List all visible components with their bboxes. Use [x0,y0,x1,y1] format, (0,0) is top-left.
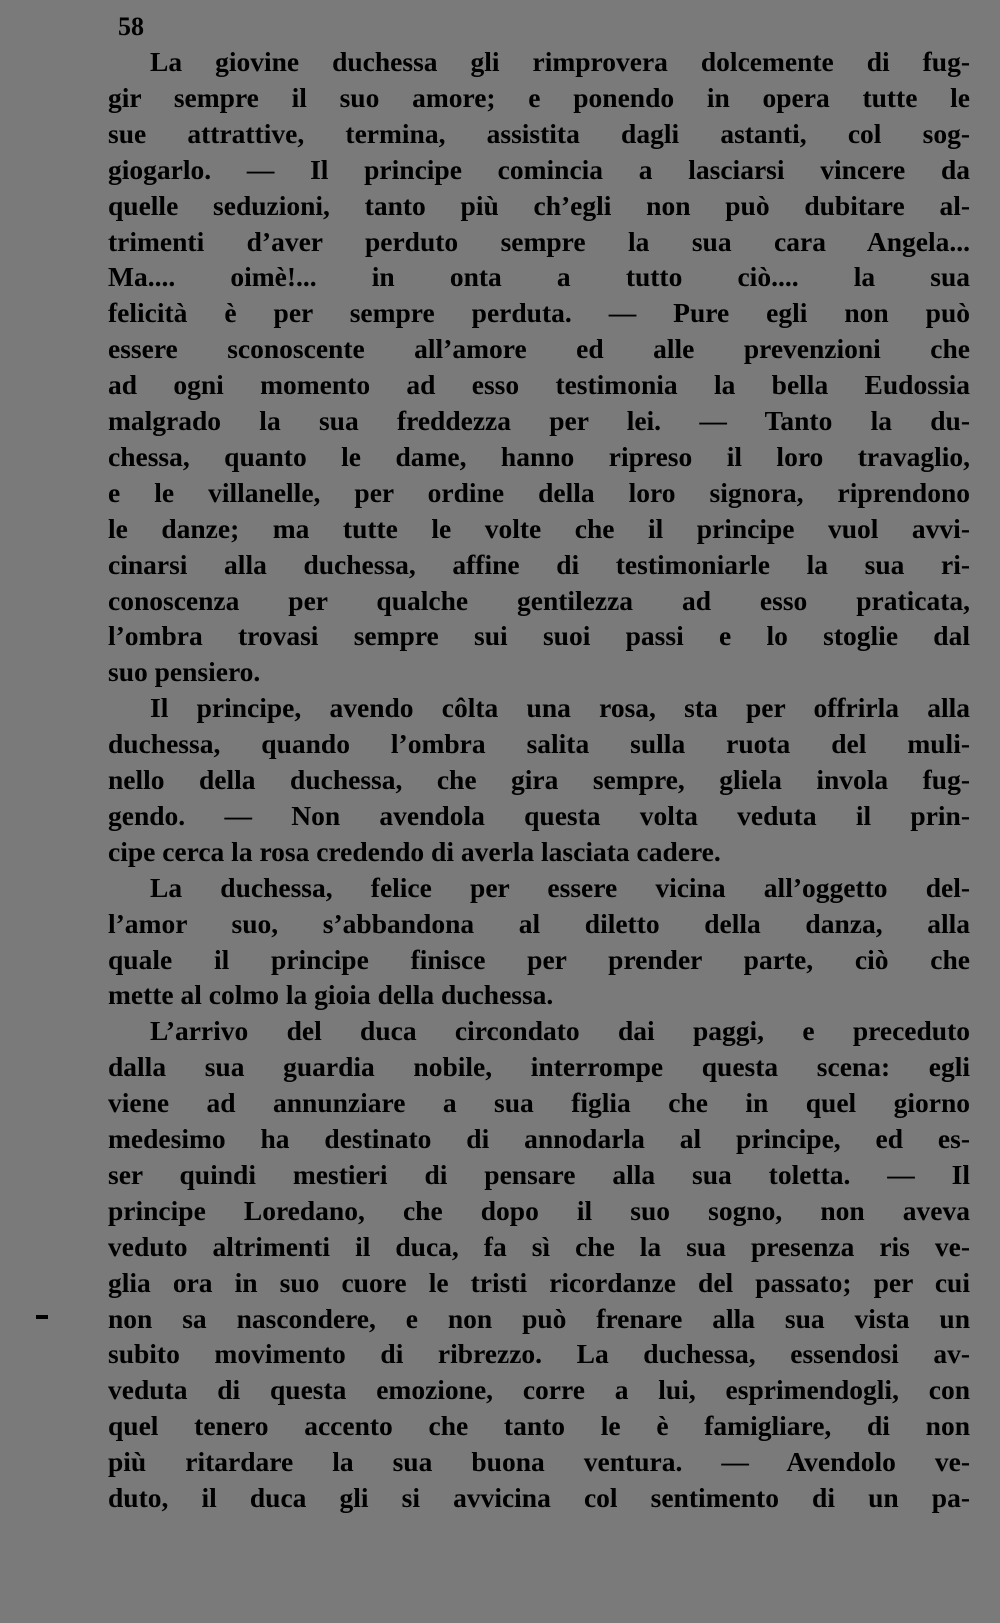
text-line: nello della duchessa, che gira sempre, gliela invola fug- [108,764,970,795]
page-number: 58 [118,12,144,41]
text-line: mette al colmo la gioia della duchessa. [108,979,554,1011]
text-line: medesimo ha destinato di annodarla al principe, ed es- [108,1123,970,1154]
text-line: felicità è per sempre perduta. — Pure egli non può [108,297,970,329]
text-line: l’ombra trovasi sempre sui suoi passi e lo stoglie dal [108,620,970,652]
text-line: le danze; ma tutte le volte che il principe vuol avvi- [108,512,970,544]
text-line: Ma.... oimè!... in onta a tutto ciò.... la sua [108,261,970,293]
text-line: subito movimento di ribrezzo. La duchessa, essendosi av- [108,1338,970,1370]
text-line: veduto altrimenti il duca, fa sì che la sua presenza ris ve- [108,1230,970,1262]
text-line: duchessa, quando l’ombra salita sulla ruota del muli- [108,728,970,760]
text-line: malgrado la sua freddezza per lei. — Tanto la du- [108,405,970,436]
text-line: principe Loredano, che dopo il suo sogno, non aveva [108,1194,970,1226]
text-line: giogarlo. — Il principe comincia a lasciarsi vincere da [108,153,970,185]
text-line: non sa nascondere, e non può frenare alla sua vista un [108,1302,970,1334]
text-line: Il principe, avendo côlta una rosa, sta per offrirla alla [150,692,970,724]
text-line: e le villanelle, per ordine della loro signora, riprendono [108,476,970,508]
text-line: glia ora in suo cuore le tristi ricordanze del passato; per cui [108,1266,970,1298]
text-line: più ritardare la sua buona ventura. — Avendolo ve- [108,1446,970,1478]
text-line: cipe cerca la rosa credendo di averla lasciata cadere. [108,835,721,867]
text-line: ad ogni momento ad esso testimonia la bella Eudossia [108,369,970,401]
text-line: duto, il duca gli si avvicina col sentimento di un pa- [108,1482,970,1513]
scan-mark [36,1315,48,1319]
text-line: quelle seduzioni, tanto più ch’egli non può dubitare al- [108,189,970,221]
text-line: gendo. — Non avendola questa volta veduta il prin- [108,799,970,831]
text-line: gir sempre il suo amore; e ponendo in opera tutte le [108,81,970,113]
text-line: chessa, quanto le dame, hanno ripreso il loro travaglio, [108,440,970,472]
text-line: cinarsi alla duchessa, affine di testimoniarle la sua ri- [108,548,970,580]
text-line: ser quindi mestieri di pensare alla sua toletta. — Il [108,1158,970,1190]
text-line: La giovine duchessa gli rimprovera dolcemente di fug- [150,46,970,77]
text-line: La duchessa, felice per essere vicina all’oggetto del- [150,871,970,903]
text-line: veduta di questa emozione, corre a lui, esprimendogli, con [108,1374,970,1406]
text-line: trimenti d’aver perduto sempre la sua cara Angela... [108,225,970,257]
text-line: essere sconoscente all’amore ed alle prevenzioni che [108,333,970,365]
text-line: l’amor suo, s’abbandona al diletto della danza, alla [108,907,970,939]
text-line: L’arrivo del duca circondato dai paggi, e preceduto [150,1015,970,1047]
text-line: sue attrattive, termina, assistita dagli astanti, col sog- [108,117,970,149]
text-line: suo pensiero. [108,656,261,688]
text-line: viene ad annunziare a sua figlia che in quel giorno [108,1087,970,1119]
text-line: quel tenero accento che tanto le è famigliare, di non [108,1410,970,1442]
text-line: dalla sua guardia nobile, interrompe questa scena: egli [108,1051,970,1083]
text-line: quale il principe finisce per prender parte, ciò che [108,943,970,975]
text-line: conoscenza per qualche gentilezza ad esso praticata, [108,584,970,616]
